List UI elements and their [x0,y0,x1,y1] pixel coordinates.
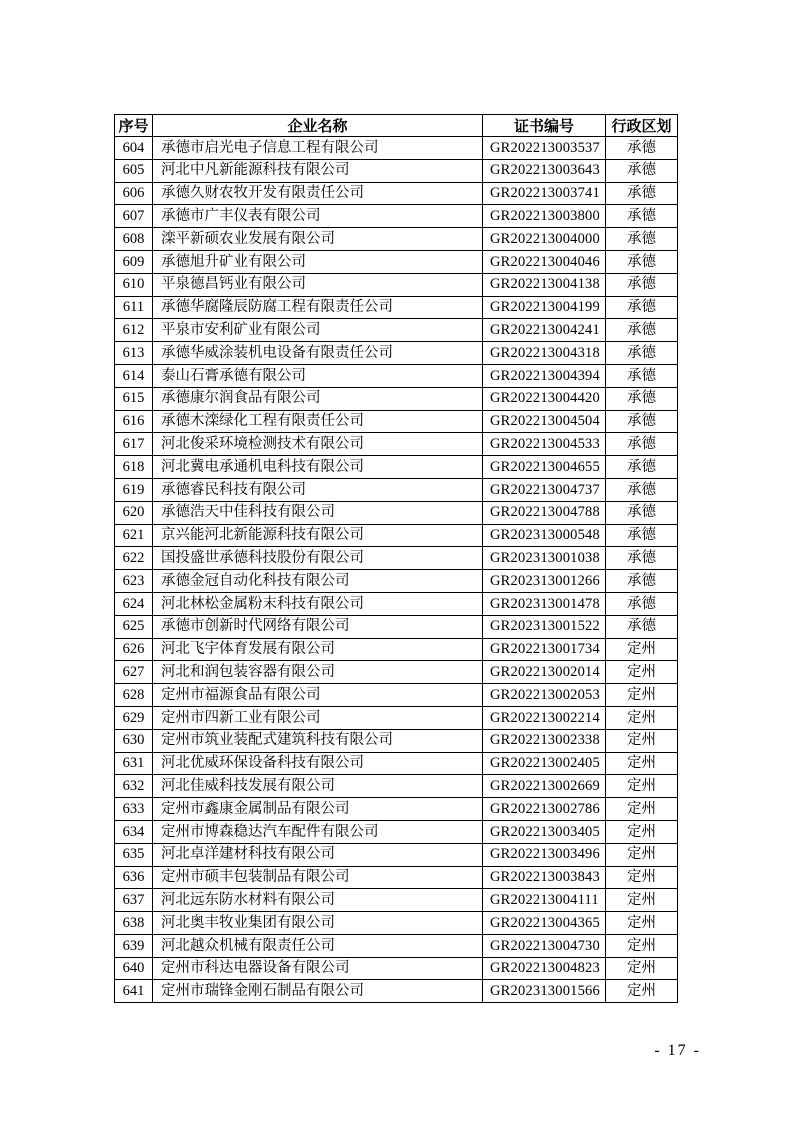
region-cell: 定州 [606,638,678,661]
serial-number-cell: 623 [115,570,153,593]
region-cell: 定州 [606,980,678,1003]
region-cell: 定州 [606,706,678,729]
header-certificate-number: 证书编号 [483,115,606,137]
region-cell: 承德 [606,592,678,615]
region-cell: 定州 [606,775,678,798]
region-cell: 定州 [606,889,678,912]
certificate-number-cell: GR202213004655 [483,456,606,479]
company-name-cell: 承德市启光电子信息工程有限公司 [153,137,483,160]
serial-number-cell: 624 [115,592,153,615]
region-cell: 承德 [606,570,678,593]
serial-number-cell: 615 [115,387,153,410]
table-row [115,182,678,205]
certificate-number-cell: GR202213003537 [483,137,606,160]
table-row [115,775,678,798]
region-cell: 承德 [606,524,678,547]
table-row [115,661,678,684]
serial-number-cell: 612 [115,319,153,342]
table-row [115,250,678,273]
serial-number-cell: 627 [115,661,153,684]
company-name-cell: 河北奥丰牧业集团有限公司 [153,912,483,935]
company-name-cell: 国投盛世承德科技股份有限公司 [153,547,483,570]
serial-number-cell: 631 [115,752,153,775]
certificate-number-cell: GR202213002014 [483,661,606,684]
table-header-row [115,115,678,137]
company-name-cell: 承德康尔润食品有限公司 [153,387,483,410]
serial-number-cell: 638 [115,912,153,935]
company-name-cell: 承德木滦绿化工程有限责任公司 [153,410,483,433]
serial-number-cell: 606 [115,182,153,205]
company-name-cell: 滦平新硕农业发展有限公司 [153,228,483,251]
region-cell: 承德 [606,228,678,251]
table-row [115,934,678,957]
serial-number-cell: 621 [115,524,153,547]
table-row [115,820,678,843]
certificate-number-cell: GR202213002405 [483,752,606,775]
region-cell: 承德 [606,273,678,296]
table-row [115,706,678,729]
table-row [115,387,678,410]
table-row [115,752,678,775]
region-cell: 承德 [606,501,678,524]
certificate-number-cell: GR202213004318 [483,342,606,365]
region-cell: 定州 [606,843,678,866]
company-name-cell: 承德华腐隆辰防腐工程有限责任公司 [153,296,483,319]
header-company-name: 企业名称 [153,115,483,137]
serial-number-cell: 610 [115,273,153,296]
region-cell: 定州 [606,912,678,935]
serial-number-cell: 613 [115,342,153,365]
table-row [115,228,678,251]
company-name-cell: 定州市瑞锋金刚石制品有限公司 [153,980,483,1003]
company-name-cell: 河北飞宇体育发展有限公司 [153,638,483,661]
serial-number-cell: 641 [115,980,153,1003]
region-cell: 定州 [606,957,678,980]
company-name-cell: 河北卓洋建材科技有限公司 [153,843,483,866]
certificate-number-cell: GR202213004000 [483,228,606,251]
certificate-number-cell: GR202213004788 [483,501,606,524]
region-cell: 承德 [606,205,678,228]
region-cell: 承德 [606,456,678,479]
table-row [115,433,678,456]
table-row [115,729,678,752]
certificate-number-cell: GR202213002669 [483,775,606,798]
serial-number-cell: 625 [115,615,153,638]
company-name-cell: 承德久财农牧开发有限责任公司 [153,182,483,205]
region-cell: 定州 [606,798,678,821]
table-row [115,592,678,615]
table-row [115,889,678,912]
table-row [115,273,678,296]
header-region: 行政区划 [606,115,678,137]
table-row [115,501,678,524]
table-row [115,638,678,661]
company-name-cell: 平泉市安利矿业有限公司 [153,319,483,342]
region-cell: 承德 [606,547,678,570]
region-cell: 定州 [606,684,678,707]
company-name-cell: 定州市筑业装配式建筑科技有限公司 [153,729,483,752]
company-name-cell: 承德华威涂装机电设备有限责任公司 [153,342,483,365]
serial-number-cell: 616 [115,410,153,433]
company-name-cell: 承德市广丰仪表有限公司 [153,205,483,228]
table-row [115,364,678,387]
company-name-cell: 河北佳威科技发展有限公司 [153,775,483,798]
company-name-cell: 定州市福源食品有限公司 [153,684,483,707]
region-cell: 承德 [606,182,678,205]
certificate-number-cell: GR202213003496 [483,843,606,866]
serial-number-cell: 630 [115,729,153,752]
table-row [115,570,678,593]
company-name-cell: 河北优威环保设备科技有限公司 [153,752,483,775]
table-row [115,798,678,821]
company-name-cell: 泰山石膏承德有限公司 [153,364,483,387]
serial-number-cell: 614 [115,364,153,387]
company-name-cell: 河北远东防水材料有限公司 [153,889,483,912]
certificate-number-cell: GR202213003405 [483,820,606,843]
region-cell: 承德 [606,296,678,319]
certificate-number-cell: GR202213004504 [483,410,606,433]
company-name-cell: 定州市硕丰包装制品有限公司 [153,866,483,889]
table-row [115,319,678,342]
serial-number-cell: 622 [115,547,153,570]
certificate-number-cell: GR202313000548 [483,524,606,547]
serial-number-cell: 632 [115,775,153,798]
certificate-number-cell: GR202313001566 [483,980,606,1003]
table-row [115,342,678,365]
table-row [115,957,678,980]
company-name-cell: 定州市科达电器设备有限公司 [153,957,483,980]
serial-number-cell: 609 [115,250,153,273]
table-row [115,159,678,182]
region-cell: 定州 [606,866,678,889]
certificate-number-cell: GR202213002214 [483,706,606,729]
region-cell: 承德 [606,250,678,273]
serial-number-cell: 611 [115,296,153,319]
certificate-number-cell: GR202213004365 [483,912,606,935]
serial-number-cell: 636 [115,866,153,889]
region-cell: 定州 [606,729,678,752]
page-number: - 17 - [654,1042,701,1059]
company-name-cell: 定州市鑫康金属制品有限公司 [153,798,483,821]
company-name-cell: 承德金冠自动化科技有限公司 [153,570,483,593]
certificate-number-cell: GR202213004138 [483,273,606,296]
certificate-number-cell: GR202213003643 [483,159,606,182]
company-name-cell: 河北中凡新能源科技有限公司 [153,159,483,182]
table-row [115,866,678,889]
certificate-number-cell: GR202213002786 [483,798,606,821]
table-row [115,410,678,433]
region-cell: 定州 [606,752,678,775]
certificate-number-cell: GR202213002338 [483,729,606,752]
company-name-cell: 河北越众机械有限责任公司 [153,934,483,957]
company-name-cell: 河北俊采环境检测技术有限公司 [153,433,483,456]
company-name-cell: 承德睿民科技有限公司 [153,478,483,501]
region-cell: 承德 [606,410,678,433]
region-cell: 承德 [606,364,678,387]
serial-number-cell: 640 [115,957,153,980]
certificate-number-cell: GR202213004737 [483,478,606,501]
serial-number-cell: 626 [115,638,153,661]
table-row [115,478,678,501]
company-name-cell: 平泉德昌钙业有限公司 [153,273,483,296]
serial-number-cell: 639 [115,934,153,957]
table-row [115,615,678,638]
company-name-cell: 承德旭升矿业有限公司 [153,250,483,273]
table-row [115,547,678,570]
serial-number-cell: 634 [115,820,153,843]
region-cell: 承德 [606,342,678,365]
certificate-number-cell: GR202213004823 [483,957,606,980]
certificate-number-cell: GR202213003800 [483,205,606,228]
certificate-number-cell: GR202213004241 [483,319,606,342]
region-cell: 承德 [606,137,678,160]
header-serial-number: 序号 [115,115,153,137]
region-cell: 定州 [606,820,678,843]
serial-number-cell: 608 [115,228,153,251]
serial-number-cell: 633 [115,798,153,821]
table-row [115,137,678,160]
serial-number-cell: 605 [115,159,153,182]
region-cell: 承德 [606,433,678,456]
company-name-cell: 河北冀电承通机电科技有限公司 [153,456,483,479]
certificate-number-cell: GR202213004111 [483,889,606,912]
table-row [115,980,678,1003]
certificate-number-cell: GR202213004730 [483,934,606,957]
certificate-number-cell: GR202213001734 [483,638,606,661]
certificate-number-cell: GR202313001478 [483,592,606,615]
region-cell: 定州 [606,661,678,684]
company-name-cell: 京兴能河北新能源科技有限公司 [153,524,483,547]
certificate-number-cell: GR202213004046 [483,250,606,273]
table-row [115,456,678,479]
serial-number-cell: 618 [115,456,153,479]
region-cell: 承德 [606,478,678,501]
certificate-number-cell: GR202213004420 [483,387,606,410]
certificate-number-cell: GR202213004394 [483,364,606,387]
certificate-number-cell: GR202313001266 [483,570,606,593]
table-row [115,205,678,228]
certificate-number-cell: GR202213004533 [483,433,606,456]
company-name-cell: 定州市博森稳达汽车配件有限公司 [153,820,483,843]
certificate-number-cell: GR202313001038 [483,547,606,570]
serial-number-cell: 607 [115,205,153,228]
certificate-number-cell: GR202313001522 [483,615,606,638]
company-name-cell: 承德浩天中佳科技有限公司 [153,501,483,524]
certificate-number-cell: GR202213002053 [483,684,606,707]
serial-number-cell: 619 [115,478,153,501]
serial-number-cell: 628 [115,684,153,707]
table-row [115,843,678,866]
company-name-cell: 河北林松金属粉末科技有限公司 [153,592,483,615]
table-row [115,524,678,547]
company-name-cell: 河北和润包装容器有限公司 [153,661,483,684]
certificate-number-cell: GR202213004199 [483,296,606,319]
region-cell: 承德 [606,387,678,410]
serial-number-cell: 617 [115,433,153,456]
region-cell: 承德 [606,159,678,182]
serial-number-cell: 620 [115,501,153,524]
certificate-number-cell: GR202213003843 [483,866,606,889]
table-row [115,296,678,319]
table-row [115,684,678,707]
serial-number-cell: 629 [115,706,153,729]
company-table-body [115,137,678,1003]
table-row [115,912,678,935]
certificate-number-cell: GR202213003741 [483,182,606,205]
company-certificate-table [114,114,678,1003]
region-cell: 定州 [606,934,678,957]
company-name-cell: 定州市四新工业有限公司 [153,706,483,729]
serial-number-cell: 604 [115,137,153,160]
serial-number-cell: 635 [115,843,153,866]
region-cell: 承德 [606,319,678,342]
region-cell: 承德 [606,615,678,638]
company-name-cell: 承德市创新时代网络有限公司 [153,615,483,638]
serial-number-cell: 637 [115,889,153,912]
